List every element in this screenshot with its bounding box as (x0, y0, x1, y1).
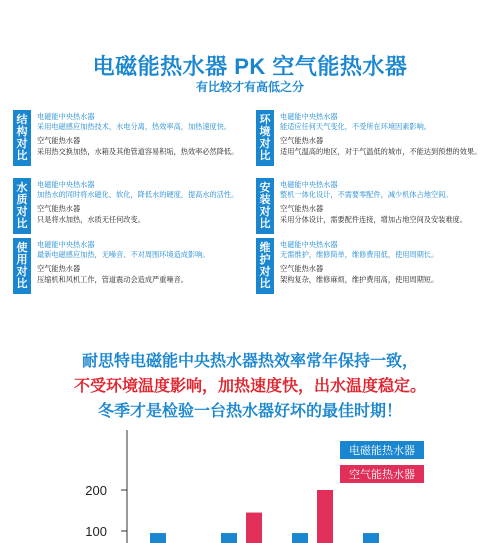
card-body (37, 112, 251, 157)
electromagnetic-heading: 电磁能中央热水器 (37, 240, 95, 249)
card-body (280, 180, 494, 225)
air-source-heading: 空气能热水器 (37, 136, 81, 146)
claim-line-2: 不受环境温度影响，加热速度快，出水温度稳定。 (73, 378, 426, 395)
air-source-text: 压缩机和风机工作，管道震动会造成严重噪音。 (37, 274, 188, 284)
comparison-card (256, 238, 494, 294)
bar-air-source (246, 513, 262, 543)
comparison-card (13, 178, 251, 234)
air-source-heading: 空气能热水器 (280, 264, 324, 274)
air-source-text: 只是将水加热，水质无任何改变。 (37, 214, 145, 224)
card-tag-char: 维 (259, 242, 271, 254)
card-body (280, 112, 494, 157)
electromagnetic-heading: 电磁能中央热水器 (37, 112, 95, 121)
card-tag (13, 178, 31, 234)
comparison-card (13, 110, 251, 166)
electromagnetic-heading: 电磁能中央热水器 (280, 180, 338, 189)
legend-label: 空气能热水器 (349, 469, 415, 481)
card-tag-char: 环 (259, 114, 271, 126)
air-source-text: 采用分体设计，需要配件连接，增加占地空间及安装难度。 (280, 214, 467, 224)
card-tag-char: 比 (259, 150, 271, 162)
bar-electromagnetic (221, 533, 237, 543)
electromagnetic-text: 加热水的同时将水磁化、软化，降低水的硬度，提高水的活性。 (37, 190, 239, 200)
bar-electromagnetic (363, 533, 379, 543)
card-tag-char: 结 (16, 114, 28, 126)
card-tag-char: 对 (259, 138, 271, 150)
card-tag-char: 水 (16, 182, 28, 194)
y-tick-label: 100 (85, 524, 107, 539)
electromagnetic-text: 整机一体化设计，不需要零配件，减少机体占地空间。 (280, 190, 453, 200)
air-source-heading: 空气能热水器 (37, 204, 81, 214)
air-source-heading: 空气能热水器 (37, 264, 81, 274)
claim-line-3: 冬季才是检验一台热水器好坏的最佳时期！ (97, 403, 402, 420)
electromagnetic-heading: 电磁能中央热水器 (280, 112, 338, 121)
card-body (280, 240, 494, 285)
air-source-heading: 空气能热水器 (280, 136, 324, 146)
card-tag-char: 比 (259, 278, 271, 290)
card-tag (256, 178, 274, 234)
air-source-heading: 空气能热水器 (280, 204, 324, 214)
bar-electromagnetic (150, 533, 166, 543)
card-tag-char: 比 (16, 218, 28, 230)
air-source-text: 适用气温高的地区，对于气温低的城市，不能达到预想的效果。 (280, 146, 482, 156)
card-tag-char: 对 (259, 266, 271, 278)
card-tag-char: 构 (16, 126, 28, 138)
air-source-text: 架构复杂，维修麻烦，维护费用高，使用周期短。 (280, 274, 439, 284)
electromagnetic-text: 能适应任何天气变化，不受所在环境因素影响。 (280, 122, 431, 132)
card-tag-char: 用 (16, 254, 28, 266)
card-tag-char: 对 (259, 206, 271, 218)
card-tag-char: 比 (16, 278, 28, 290)
bar-air-source (317, 490, 333, 543)
card-tag-char: 护 (259, 254, 271, 266)
card-tag (13, 238, 31, 294)
card-tag-char: 使 (16, 242, 28, 254)
card-tag-char: 对 (16, 138, 28, 150)
card-tag-char: 安 (259, 182, 271, 194)
electromagnetic-heading: 电磁能中央热水器 (37, 180, 95, 189)
card-tag-char: 境 (259, 126, 271, 138)
page-subtitle: 有比较才有高低之分 (195, 80, 304, 94)
electromagnetic-text: 最新电磁感应加热，无噪音、不对周围环境造成影响。 (37, 250, 210, 260)
card-body (37, 240, 251, 285)
comparison-chart (0, 430, 500, 543)
electromagnetic-text: 无需维护，维修简单，维修费用低，使用周期长。 (280, 250, 439, 260)
air-source-text: 采用热交换加热，水箱及其他管道容易积垢，热效率必然降低。 (37, 146, 239, 156)
comparison-card (256, 178, 494, 234)
card-tag-char: 质 (16, 194, 28, 206)
card-tag-char: 比 (16, 150, 28, 162)
electromagnetic-heading: 电磁能中央热水器 (280, 240, 338, 249)
comparison-card (13, 238, 251, 294)
card-tag-char: 装 (259, 194, 271, 206)
card-tag-char: 对 (16, 206, 28, 218)
bar-electromagnetic (292, 533, 308, 543)
y-tick-label: 200 (85, 483, 107, 498)
claim-line-1: 耐思特电磁能中央热水器热效率常年保持一致， (81, 353, 418, 370)
electromagnetic-text: 采用电磁感应加热技术，水电分离，热效率高，加热速度快。 (37, 122, 232, 132)
card-tag-char: 对 (16, 266, 28, 278)
page-title: 电磁能热水器 PK 空气能热水器 (92, 54, 408, 79)
legend-label: 电磁能热水器 (349, 445, 415, 457)
card-body (37, 180, 251, 225)
comparison-card (256, 110, 494, 166)
card-tag (256, 238, 274, 294)
card-tag (256, 110, 274, 166)
card-tag (13, 110, 31, 166)
card-tag-char: 比 (259, 218, 271, 230)
